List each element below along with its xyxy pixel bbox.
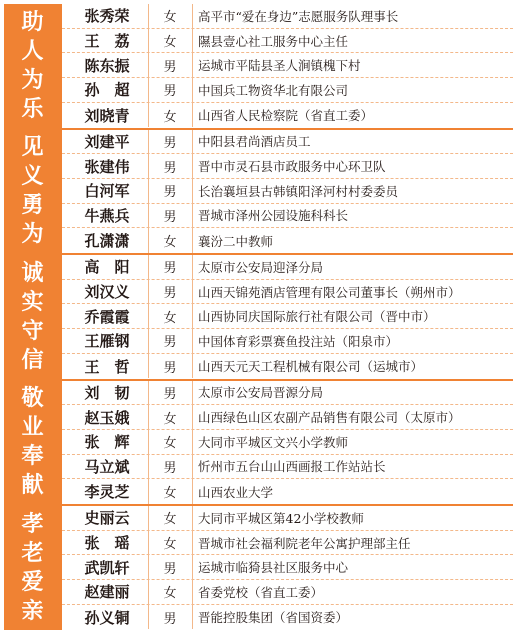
person-name: 张 瑶 [84,534,130,553]
person-unit: 高平市“爱在身边”志愿服务队理事长 [198,8,399,24]
table-row [62,405,513,430]
person-unit: 山西天元天工程机械有限公司（运城市） [198,359,424,375]
person-gender: 女 [163,310,177,326]
table-row [62,53,513,78]
category-rows [62,506,513,629]
person-name: 白河军 [84,182,130,201]
category-rows [62,255,513,378]
category-label-text: 见义勇为 [21,135,45,248]
table-row [62,78,513,103]
person-gender: 女 [163,109,177,125]
person-unit: 大同市平城区第42小学校教师 [198,510,364,526]
table-row [62,255,513,280]
person-name: 赵建丽 [84,583,130,602]
category-block [4,506,513,630]
person-name: 孙 超 [84,81,130,100]
category-label-text: 敬业奉献 [21,386,45,499]
person-unit: 晋中市灵石县市政服务中心环卫队 [198,159,386,175]
table-row [62,280,513,305]
category-label-text: 孝老爱亲 [21,511,45,624]
table-row [62,179,513,204]
person-gender: 女 [163,10,177,26]
table-row [62,455,513,480]
person-gender: 男 [163,261,177,277]
person-gender: 女 [163,35,177,51]
person-unit: 山西绿色山区农副产品销售有限公司（太原市） [198,410,461,426]
person-unit: 山西协同庆国际旅行社有限公司（晋中市） [198,309,436,325]
person-unit: 晋能控股集团（省国资委） [198,610,349,626]
table-row [62,381,513,406]
person-unit: 晋城市社会福利院老年公寓护理部主任 [198,535,411,551]
person-name: 史丽云 [84,509,130,528]
person-unit: 长治襄垣县古韩镇阳泽河村村委委员 [198,183,399,199]
person-unit: 山西农业大学 [198,484,274,500]
person-gender: 男 [163,135,177,151]
table-row [62,605,513,630]
table-row [62,103,513,128]
person-gender: 男 [163,611,177,627]
category-label [4,255,62,379]
category-block [4,381,513,505]
person-gender: 男 [163,386,177,402]
category-label [4,381,62,505]
person-name: 乔霞霞 [84,307,130,326]
person-unit: 运城市平陆县圣人涧镇槐下村 [198,58,361,74]
category-rows [62,381,513,504]
person-name: 王 哲 [84,357,130,376]
category-label-text: 诚实守信 [21,260,45,373]
person-unit: 隰县壹心社工服务中心主任 [198,33,349,49]
honor-list-table [4,4,513,630]
table-row [62,154,513,179]
person-unit: 晋城市泽州公园设施科科长 [198,208,349,224]
person-name: 刘建平 [84,132,130,151]
category-block [4,4,513,128]
table-row [62,228,513,253]
person-gender: 女 [163,411,177,427]
category-block [4,130,513,254]
person-gender: 男 [163,59,177,75]
person-unit: 省委党校（省直工委） [198,584,324,600]
person-name: 刘 韧 [84,383,130,402]
person-name: 王雁钢 [84,332,130,351]
person-unit: 山西天锦苑酒店管理有限公司董事长（朔州市） [198,284,461,300]
table-row [62,531,513,556]
person-unit: 山西省人民检察院（省直工委） [198,108,374,124]
table-row [62,354,513,379]
person-name: 牛燕兵 [84,206,130,225]
category-label [4,506,62,630]
person-gender: 男 [163,360,177,376]
table-row [62,506,513,531]
table-row [62,430,513,455]
person-gender: 男 [163,286,177,302]
person-name: 赵玉娥 [84,408,130,427]
person-gender: 男 [163,335,177,351]
person-name: 孙义铜 [84,608,130,627]
person-name: 武凯轩 [84,558,130,577]
person-gender: 女 [163,436,177,452]
person-gender: 男 [163,185,177,201]
person-gender: 女 [163,586,177,602]
person-gender: 女 [163,486,177,502]
person-gender: 男 [163,160,177,176]
person-name: 王 荔 [84,32,130,51]
person-name: 刘晓青 [84,106,130,125]
person-gender: 男 [163,84,177,100]
person-name: 陈东振 [84,56,130,75]
table-row [62,29,513,54]
person-name: 刘汉义 [84,283,130,302]
category-label [4,4,62,128]
person-name: 李灵芝 [84,483,130,502]
person-name: 马立斌 [84,457,130,476]
person-gender: 男 [163,561,177,577]
table-row [62,204,513,229]
table-row [62,555,513,580]
person-gender: 女 [163,537,177,553]
person-gender: 男 [163,460,177,476]
person-gender: 女 [163,235,177,251]
category-label-text: 助人为乐 [21,9,45,122]
table-row [62,4,513,29]
category-rows [62,130,513,253]
table-row [62,329,513,354]
person-name: 高 阳 [84,258,130,277]
table-row [62,580,513,605]
table-row [62,479,513,504]
person-unit: 襄汾二中教师 [198,233,274,249]
person-unit: 太原市公安局晋源分局 [198,385,324,401]
person-unit: 太原市公安局迎泽分局 [198,259,324,275]
category-label [4,130,62,254]
person-unit: 中国兵工物资华北有限公司 [198,82,349,98]
person-unit: 忻州市五台山山西画报工作站站长 [198,459,386,475]
person-gender: 女 [163,512,177,528]
table-row [62,130,513,155]
person-name: 张秀荣 [84,7,130,26]
person-unit: 中国体育彩票赛鱼投注站（阳泉市） [198,333,399,349]
person-gender: 男 [163,209,177,225]
person-unit: 运城市临猗县社区服务中心 [198,560,349,576]
person-name: 张 辉 [84,433,130,452]
person-unit: 大同市平城区文兴小学教师 [198,434,349,450]
person-name: 孔潇潇 [84,232,130,251]
person-name: 张建伟 [84,157,130,176]
category-block [4,255,513,379]
table-row [62,304,513,329]
person-unit: 中阳县君尚酒店员工 [198,134,311,150]
category-rows [62,4,513,127]
